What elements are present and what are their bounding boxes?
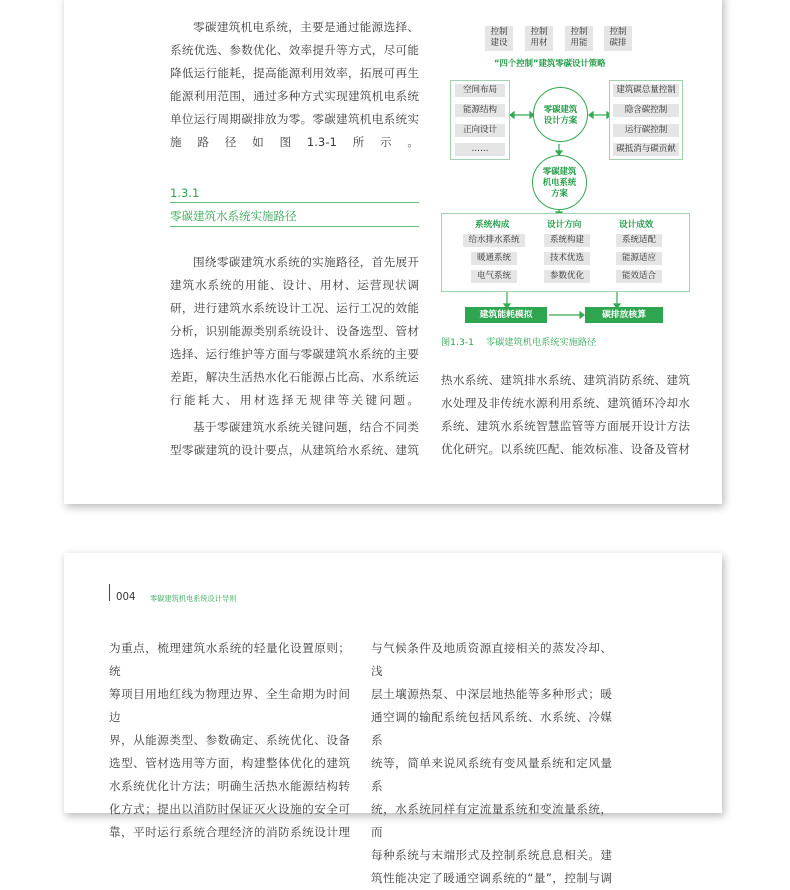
outcome-item: 能效适合 — [616, 270, 662, 283]
body-paragraph-right: 热水系统、建筑排水系统、建筑消防系统、建筑 水处理及非传统水源利用系统、建筑循环冷却水 系统、建筑水系统智慧监管等方面展开设计方法 优化研究。以系统匹配、能效标准、设备及管材 — [441, 373, 690, 456]
direction-item: 参数优化 — [544, 270, 590, 283]
direction-item: 系统构建 — [544, 234, 590, 247]
implementation-path-diagram — [437, 20, 697, 330]
body-paragraph: 基于零碳建筑水系统关键问题，结合不同类 型零碳建筑的设计要点，从建筑给水系统、建筑 — [170, 420, 419, 457]
section-divider — [170, 226, 419, 227]
strategy-caption: “四个控制”建筑零碳设计策略 — [494, 58, 606, 68]
system-item: 暖通系统 — [471, 252, 517, 265]
control-chip: 控制 建设 — [485, 26, 513, 51]
section-divider — [170, 202, 419, 203]
column-head: 设计成效 — [619, 220, 654, 230]
design-element-item: 空间布局 — [455, 84, 505, 97]
design-element-item: 正向设计 — [455, 124, 505, 137]
design-element-item: …… — [455, 143, 505, 156]
carbon-control-item: 建筑碳总量控制 — [613, 84, 679, 97]
outcome-item: 系统适配 — [616, 234, 662, 247]
body-paragraph: 围绕零碳建筑水系统的实施路径，首先展开 建筑水系统的用能、设计、用材、运营现状调 研，进行建筑水系统设计工况、运行工况的效能 分析，识别能源类别系统设计、设备选型、管材 选择、运行维护等方面与零碳建筑水系统的主要 差距，解决生活热水化石能源占比高、水系统运 行能耗大、用材选择无规律等关键问题。 — [170, 255, 419, 407]
system-item: 电气系统 — [471, 270, 517, 283]
control-chip: 控制 用能 — [565, 26, 593, 51]
column-head: 设计方向 — [547, 220, 582, 230]
control-chip: 控制 碳排 — [604, 26, 632, 51]
design-element-item: 能源结构 — [455, 104, 505, 117]
control-chip: 控制 用材 — [525, 26, 553, 51]
section-title: 零碳建筑水系统实施路径 — [170, 209, 297, 223]
figure-number: 图1.3-1 — [441, 337, 474, 348]
intro-paragraph: 零碳建筑机电系统，主要是通过能源选择、 系统优选、参数优化、效率提升等方式，尽可能 降低运行能耗，提高能源利用效率，拓展可再生 能源利用范围，通过多种方式实现建筑机电系统 单位运行周期碳排放为零。零碳建筑机电系统实 施路径如图1.3-1所示。 — [170, 20, 419, 149]
column-head: 系统构成 — [475, 220, 510, 230]
carbon-control-item: 运行碳控制 — [613, 124, 679, 137]
carbon-accounting-label: 碳排放核算 — [585, 307, 663, 323]
figure-title: 零碳建筑机电系统实施路径 — [485, 337, 597, 348]
carbon-control-item: 隐含碳控制 — [613, 104, 679, 117]
page-number: 004 — [116, 592, 136, 603]
body-paragraph: 为重点，梳理建筑水系统的轻量化设置原则；统 筹项目用地红线为物理边界、全生命期为时间边 界，从能源类型、参数确定、系统优化、设备 选型、管材选用等方面，构建整体优化的建筑 水系统优化计方法；明确生活热水能源结构转 化方式；提出以消防时保证灭火设施的安全可 靠，平时运行系统合理经济的消防系统设计理 — [109, 641, 350, 839]
energy-simulation-label: 建筑能耗模拟 — [465, 307, 547, 323]
mep-system-circle: 零碳建筑 机电系统 方案 — [532, 155, 587, 210]
zero-carbon-design-circle: 零碳建筑 设计方案 — [533, 87, 588, 142]
header-divider — [109, 584, 110, 601]
section-number: 1.3.1 — [170, 186, 200, 200]
figure-caption — [441, 334, 608, 348]
direction-item: 技术优选 — [544, 252, 590, 265]
system-item: 给水排水系统 — [463, 234, 525, 247]
carbon-control-item: 碳抵消与碳贡献 — [613, 143, 679, 156]
outcome-item: 能源适应 — [616, 252, 662, 265]
running-title: 零碳建筑机电系统设计导则 — [150, 594, 237, 603]
body-paragraph-right: 与气候条件及地质资源直接相关的蒸发冷却、浅 层土壤源热泵、中深层地热能等多种形式；暖 通空调的输配系统包括风系统、水系统、冷媒系 统等，简单来说风系统有变风量系统和定风量系 统，水系统同样有定流量系统和变流量系统，而 每种系统与末端形式及控制系统息息相关。建 筑性能决定了暖通空调系统的“量”，控制与调 — [371, 641, 612, 885]
